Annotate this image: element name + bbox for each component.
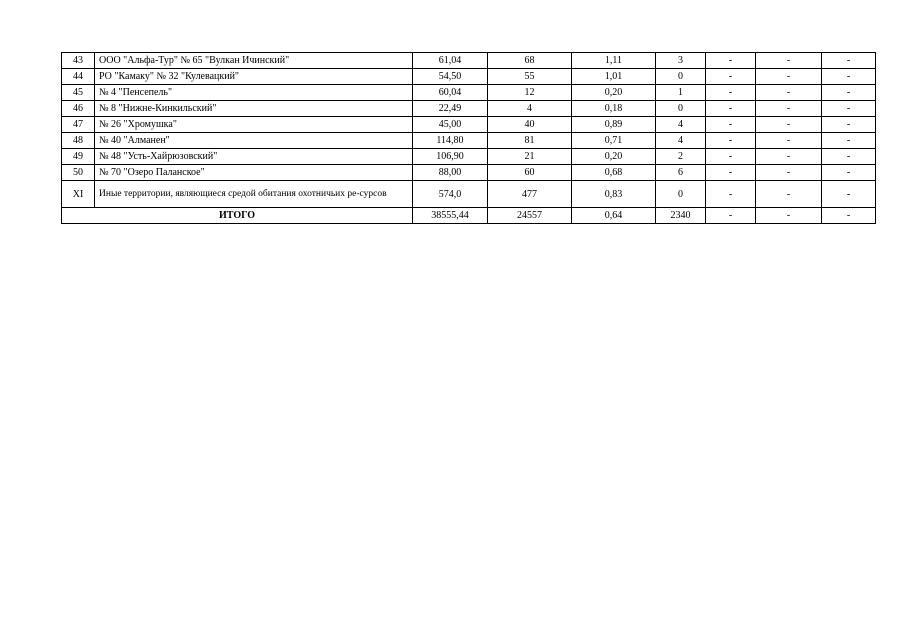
dash-cell: - [822, 149, 876, 165]
dash-cell: - [756, 208, 822, 224]
dash-cell: - [822, 117, 876, 133]
dash-cell: - [822, 69, 876, 85]
area-cell: 88,00 [413, 165, 488, 181]
area-cell: 54,50 [413, 69, 488, 85]
density-cell: 0,68 [572, 165, 656, 181]
density-cell: 0,89 [572, 117, 656, 133]
dash-cell: - [822, 101, 876, 117]
table-row [62, 165, 876, 181]
count-cell: 68 [488, 53, 572, 69]
area-cell: 22,49 [413, 101, 488, 117]
count-cell: 55 [488, 69, 572, 85]
area-cell: 114,80 [413, 133, 488, 149]
density-cell: 1,01 [572, 69, 656, 85]
count-cell: 21 [488, 149, 572, 165]
density-cell: 0,18 [572, 101, 656, 117]
quota-cell: 1 [656, 85, 706, 101]
dash-cell: - [706, 117, 756, 133]
count-cell: 4 [488, 101, 572, 117]
quota-cell: 3 [656, 53, 706, 69]
territory-name: № 40 "Алманен" [95, 133, 413, 149]
count-cell: 81 [488, 133, 572, 149]
dash-cell: - [706, 165, 756, 181]
quota-cell: 4 [656, 133, 706, 149]
territory-name: № 4 "Пенсепель" [95, 85, 413, 101]
dash-cell: - [706, 53, 756, 69]
dash-cell: - [756, 133, 822, 149]
row-number: 44 [62, 69, 95, 85]
territory-name: № 26 "Хромушка" [95, 117, 413, 133]
territory-name: № 70 "Озеро Паланское" [95, 165, 413, 181]
row-number: XI [62, 181, 95, 208]
row-number: 46 [62, 101, 95, 117]
quota-cell: 0 [656, 181, 706, 208]
dash-cell: - [706, 69, 756, 85]
dash-cell: - [822, 208, 876, 224]
row-number: 43 [62, 53, 95, 69]
territory-name: Иные территории, являющиеся средой обитания охотничьих ре-сурсов [95, 181, 413, 208]
density-cell: 0,71 [572, 133, 656, 149]
dash-cell: - [756, 53, 822, 69]
table-row [62, 101, 876, 117]
density-cell: 0,20 [572, 85, 656, 101]
territory-name: № 48 "Усть-Хайрюзовский" [95, 149, 413, 165]
count-cell: 477 [488, 181, 572, 208]
density-cell: 0,83 [572, 181, 656, 208]
area-cell: 574,0 [413, 181, 488, 208]
dash-cell: - [822, 181, 876, 208]
table-row [62, 69, 876, 85]
density-cell: 0,20 [572, 149, 656, 165]
quota-cell: 0 [656, 69, 706, 85]
dash-cell: - [706, 101, 756, 117]
data-table [61, 52, 876, 224]
dash-cell: - [706, 208, 756, 224]
dash-cell: - [822, 133, 876, 149]
dash-cell: - [822, 53, 876, 69]
table-row [62, 117, 876, 133]
total-area: 38555,44 [413, 208, 488, 224]
table-row [62, 149, 876, 165]
total-label: ИТОГО [62, 208, 413, 224]
row-number: 45 [62, 85, 95, 101]
count-cell: 60 [488, 165, 572, 181]
dash-cell: - [706, 181, 756, 208]
total-count: 24557 [488, 208, 572, 224]
quota-cell: 6 [656, 165, 706, 181]
count-cell: 12 [488, 85, 572, 101]
dash-cell: - [756, 117, 822, 133]
dash-cell: - [706, 85, 756, 101]
area-cell: 61,04 [413, 53, 488, 69]
density-cell: 1,11 [572, 53, 656, 69]
quota-cell: 4 [656, 117, 706, 133]
count-cell: 40 [488, 117, 572, 133]
table-row [62, 133, 876, 149]
dash-cell: - [756, 85, 822, 101]
table-row [62, 181, 876, 208]
area-cell: 60,04 [413, 85, 488, 101]
table-row [62, 53, 876, 69]
dash-cell: - [822, 165, 876, 181]
area-cell: 45,00 [413, 117, 488, 133]
row-number: 47 [62, 117, 95, 133]
dash-cell: - [756, 149, 822, 165]
dash-cell: - [706, 149, 756, 165]
territory-name: РО "Камаку" № 32 "Кулевацкий" [95, 69, 413, 85]
total-density: 0,64 [572, 208, 656, 224]
total-row [62, 208, 876, 224]
quota-cell: 2 [656, 149, 706, 165]
row-number: 48 [62, 133, 95, 149]
dash-cell: - [756, 101, 822, 117]
quota-cell: 0 [656, 101, 706, 117]
territory-name: № 8 "Нижне-Кинкильский" [95, 101, 413, 117]
dash-cell: - [706, 133, 756, 149]
territory-name: ООО "Альфа-Тур" № 65 "Вулкан Ичинский" [95, 53, 413, 69]
row-number: 50 [62, 165, 95, 181]
row-number: 49 [62, 149, 95, 165]
table-row [62, 85, 876, 101]
dash-cell: - [822, 85, 876, 101]
dash-cell: - [756, 69, 822, 85]
total-quota: 2340 [656, 208, 706, 224]
area-cell: 106,90 [413, 149, 488, 165]
dash-cell: - [756, 181, 822, 208]
dash-cell: - [756, 165, 822, 181]
